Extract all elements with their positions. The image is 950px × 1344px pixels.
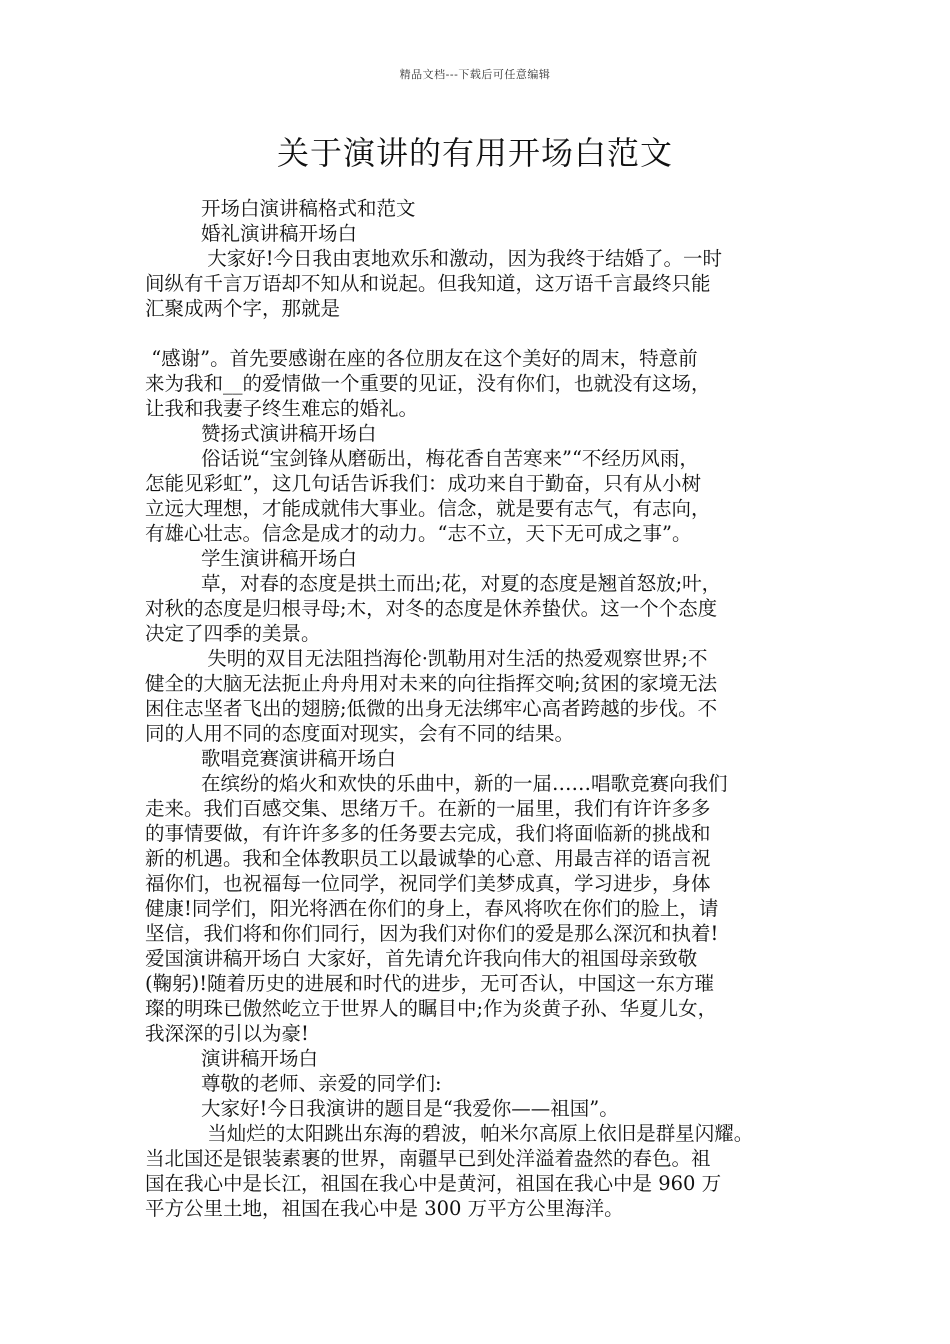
- body-line: 我深深的引以为豪!: [145, 1022, 309, 1045]
- body-line: 俗话说“宝剑锋从磨砺出，梅花香自苦寒来”“不经历风雨，: [201, 447, 699, 470]
- body-line: 立远大理想，才能成就伟大事业。信念，就是要有志气，有志向，: [145, 497, 711, 520]
- body-line: 坚信，我们将和你们同行，因为我们对你们的爱是那么深沉和执着!: [145, 922, 719, 945]
- body-line: 当北国还是银装素裹的世界，南疆早已到处洋溢着盎然的春色。祖: [145, 1147, 711, 1170]
- body-line: 的事情要做，有许许多多的任务要去完成，我们将面临新的挑战和: [145, 822, 711, 845]
- body-line: 爱国演讲稿开场白 大家好，首先请允许我向伟大的祖国母亲致敬: [145, 947, 698, 970]
- body-line: 有雄心壮志。信念是成才的动力。“志不立，天下无可成之事”。: [145, 522, 692, 545]
- body-line: 演讲稿开场白: [201, 1047, 319, 1070]
- body-line: 当灿烂的太阳跳出东海的碧波，帕米尔高原上依旧是群星闪耀。: [201, 1122, 754, 1145]
- body-line: 来为我和__的爱情做一个重要的见证，没有你们，也就没有这场，: [145, 372, 711, 395]
- body-line: 大家好!今日我由衷地欢乐和激动，因为我终于结婚了。一时: [201, 247, 723, 270]
- body-line: “感谢”。首先要感谢在座的各位朋友在这个美好的周末，特意前: [145, 347, 698, 370]
- body-line: 走来。我们百感交集、思绪万千。在新的一届里，我们有许许多多: [145, 797, 711, 820]
- body-line: 婚礼演讲稿开场白: [201, 222, 358, 245]
- body-line: 汇聚成两个字，那就是: [145, 297, 341, 320]
- body-line: 健全的大脑无法扼止舟舟用对未来的向往指挥交响;贫困的家境无法: [145, 672, 718, 695]
- body-line: 怎能见彩虹”，这几句话告诉我们：成功来自于勤奋，只有从小树: [145, 472, 701, 495]
- document-title: 关于演讲的有用开场白范文: [276, 134, 673, 172]
- body-line: 歌唱竞赛演讲稿开场白: [201, 747, 397, 770]
- body-line: 开场白演讲稿格式和范文: [201, 197, 416, 220]
- document-body: [145, 196, 813, 1221]
- body-line: 草，对春的态度是拱土而出;花，对夏的态度是翘首怒放;叶，: [201, 572, 722, 595]
- body-line: 同的人用不同的态度面对现实，会有不同的结果。: [145, 722, 575, 745]
- body-line: 让我和我妻子终生难忘的婚礼。: [145, 397, 419, 420]
- body-line: 新的机遇。我和全体教职员工以最诚挚的心意、用最吉祥的语言祝: [145, 847, 711, 870]
- body-line: 在缤纷的焰火和欢快的乐曲中，新的一届……唱歌竞赛向我们: [201, 772, 728, 795]
- body-line: 福你们，也祝福每一位同学，祝同学们美梦成真，学习进步，身体: [145, 872, 711, 895]
- body-line: 困住志坚者飞出的翅膀;低微的出身无法绑牢心高者跨越的步伐。不: [145, 697, 718, 720]
- header-note: 精品文档---下载后可任意编辑: [399, 68, 551, 81]
- body-line: 平方公里土地，祖国在我心中是 300 万平方公里海洋。: [145, 1197, 624, 1220]
- body-line: 间纵有千言万语却不知从和说起。但我知道，这万语千言最终只能: [145, 272, 711, 295]
- body-line: 学生演讲稿开场白: [201, 547, 358, 570]
- body-line: 赞扬式演讲稿开场白: [201, 422, 377, 445]
- body-line: (鞠躬)!随着历史的进展和时代的进步，无可否认，中国这一东方璀: [145, 972, 715, 995]
- body-line: 对秋的态度是归根寻母;木，对冬的态度是休养蛰伏。这一个个态度: [145, 597, 718, 620]
- body-line: 健康!同学们，阳光将洒在你们的身上，春风将吹在你们的脸上，请: [145, 897, 719, 920]
- blank-line: [145, 321, 813, 346]
- body-line: 国在我心中是长江，祖国在我心中是黄河，祖国在我心中是 960 万: [145, 1172, 722, 1195]
- body-line: 尊敬的老师、亲爱的同学们:: [201, 1072, 442, 1095]
- body-line: 璨的明珠已傲然屹立于世界人的瞩目中;作为炎黄子孙、华夏儿女，: [145, 997, 718, 1020]
- body-line: 决定了四季的美景。: [145, 622, 321, 645]
- body-line: 大家好!今日我演讲的题目是“我爱你——祖国”。: [201, 1097, 619, 1120]
- body-line: 失明的双目无法阻挡海伦·凯勒用对生活的热爱观察世界;不: [201, 647, 708, 670]
